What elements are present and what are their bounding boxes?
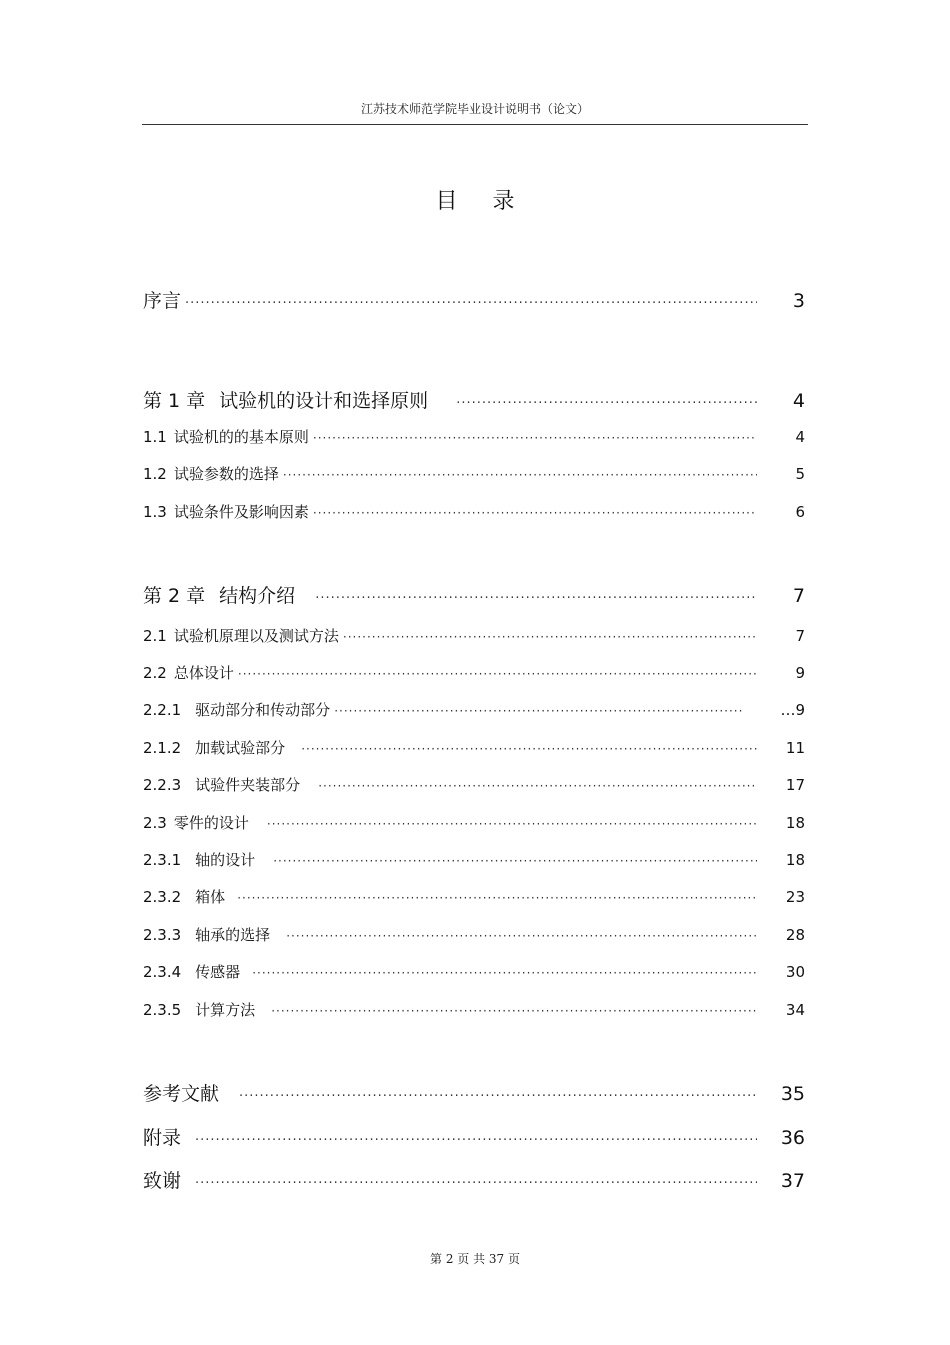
toc-leader-dots bbox=[315, 591, 757, 606]
toc-leader-dots bbox=[313, 431, 757, 445]
toc-entry-2-2-3[interactable] bbox=[143, 774, 805, 795]
toc-leader-dots bbox=[238, 667, 757, 681]
toc-entry-page: 36 bbox=[780, 1127, 805, 1149]
toc-entry-number: 1.2 bbox=[143, 465, 167, 483]
toc-entry-label: 加载试验部分 bbox=[195, 739, 286, 757]
toc-entry-page: 34 bbox=[785, 1001, 805, 1019]
toc-title: 目 录 bbox=[435, 189, 529, 214]
toc-entry-number: 2.1 bbox=[143, 627, 167, 645]
toc-entry-page: 3 bbox=[792, 290, 805, 312]
toc-leader-dots bbox=[237, 891, 757, 905]
toc-entry-2-3-1[interactable] bbox=[143, 849, 805, 870]
toc-entry-acknowledgements[interactable] bbox=[143, 1166, 805, 1193]
toc-entry-page: 17 bbox=[785, 776, 805, 794]
toc-entry-2-3-3[interactable] bbox=[143, 924, 805, 945]
toc-entry-page: 5 bbox=[795, 465, 805, 483]
toc-entry-number: 2.1.2 bbox=[143, 739, 182, 757]
toc-entry-number: 2.3.5 bbox=[143, 1001, 182, 1019]
toc-leader-dots bbox=[286, 929, 757, 943]
toc-entry-page: 18 bbox=[785, 851, 805, 869]
toc-entry-number: 2.3.1 bbox=[143, 851, 182, 869]
toc-entry-2-3-4[interactable] bbox=[143, 961, 805, 982]
toc-entry-number: 1.3 bbox=[143, 503, 167, 521]
toc-entry-1-3[interactable] bbox=[143, 501, 805, 522]
toc-entry-label: 试验条件及影响因素 bbox=[173, 503, 309, 521]
toc-entry-label: 试验件夹装部分 bbox=[195, 776, 301, 794]
toc-entry-label: 零件的设计 bbox=[173, 814, 249, 832]
toc-leader-dots bbox=[318, 779, 757, 793]
toc-entry-page: 28 bbox=[785, 926, 805, 944]
toc-entry-label: 箱体 bbox=[195, 888, 226, 906]
header-rule bbox=[142, 124, 808, 125]
toc-entry-number: 2.2.3 bbox=[143, 776, 182, 794]
toc-entry-page: 37 bbox=[780, 1170, 805, 1192]
toc-entry-label: 结构介绍 bbox=[219, 585, 296, 607]
toc-leader-dots bbox=[185, 296, 757, 311]
toc-entry-label: 试验机原理以及测试方法 bbox=[173, 627, 339, 645]
toc-entry-number: 2.3.2 bbox=[143, 888, 182, 906]
toc-leader-dots bbox=[267, 817, 757, 831]
toc-entry-2-1-2[interactable] bbox=[143, 737, 805, 758]
toc-entry-page: 9 bbox=[795, 664, 805, 682]
toc-entry-2-3[interactable] bbox=[143, 812, 805, 833]
toc-entry-page: 7 bbox=[795, 627, 805, 645]
toc-entry-page: 4 bbox=[792, 390, 805, 412]
toc-entry-preface[interactable] bbox=[143, 286, 805, 313]
toc-entry-label: 试验机的的基本原则 bbox=[173, 428, 309, 446]
toc-entry-label: 试验机的设计和选择原则 bbox=[219, 390, 429, 412]
toc-entry-references[interactable] bbox=[143, 1079, 805, 1106]
toc-leader-dots bbox=[195, 1133, 757, 1148]
toc-entry-number: 2.2.1 bbox=[143, 701, 182, 719]
toc-entry-label: 附录 bbox=[143, 1127, 182, 1149]
toc-entry-number: 2.3.4 bbox=[143, 963, 182, 981]
toc-leader-dots bbox=[239, 1089, 757, 1104]
toc-entry-1-2[interactable] bbox=[143, 463, 805, 484]
toc-leader-dots bbox=[252, 966, 757, 980]
toc-entry-1-1[interactable] bbox=[143, 426, 805, 447]
toc-entry-page: 7 bbox=[792, 585, 805, 607]
toc-entry-label: 序言 bbox=[143, 290, 182, 312]
toc-leader-dots bbox=[456, 396, 757, 411]
toc-entry-label: 试验参数的选择 bbox=[173, 465, 279, 483]
toc-entry-page: 23 bbox=[785, 888, 805, 906]
toc-leader-dots bbox=[273, 854, 757, 868]
page-footer: 第 2 页 共 37 页 bbox=[430, 1252, 520, 1266]
toc-leader-dots bbox=[301, 742, 757, 756]
toc-entry-page: …9 bbox=[780, 701, 805, 719]
toc-entry-chapter-1[interactable] bbox=[143, 386, 805, 413]
toc-entry-page: 30 bbox=[785, 963, 805, 981]
toc-entry-2-1[interactable] bbox=[143, 625, 805, 646]
toc-leader-dots bbox=[313, 506, 757, 520]
toc-entry-2-3-5[interactable] bbox=[143, 999, 805, 1020]
toc-leader-dots bbox=[334, 704, 744, 718]
toc-leader-dots bbox=[271, 1004, 757, 1018]
toc-leader-dots bbox=[283, 468, 757, 482]
toc-entry-appendix[interactable] bbox=[143, 1123, 805, 1150]
toc-entry-label: 致谢 bbox=[143, 1170, 182, 1192]
page-header: 江苏技术师范学院毕业设计说明书（论文） bbox=[360, 102, 589, 116]
toc-entry-number: 第 1 章 bbox=[143, 390, 206, 412]
toc-leader-dots bbox=[195, 1176, 757, 1191]
toc-entry-number: 第 2 章 bbox=[143, 585, 206, 607]
toc-entry-label: 轴的设计 bbox=[195, 851, 256, 869]
toc-entry-page: 11 bbox=[785, 739, 805, 757]
toc-entry-chapter-2[interactable] bbox=[143, 581, 805, 608]
toc-entry-page: 6 bbox=[795, 503, 805, 521]
toc-entry-2-2-1[interactable] bbox=[143, 699, 805, 720]
toc-entry-page: 35 bbox=[780, 1083, 805, 1105]
toc-entry-label: 轴承的选择 bbox=[195, 926, 271, 944]
toc-leader-dots bbox=[343, 630, 757, 644]
toc-entry-number: 2.3.3 bbox=[143, 926, 182, 944]
toc-entry-2-3-2[interactable] bbox=[143, 886, 805, 907]
toc-entry-label: 总体设计 bbox=[173, 664, 234, 682]
toc-entry-label: 参考文献 bbox=[143, 1083, 220, 1105]
toc-entry-number: 1.1 bbox=[143, 428, 167, 446]
toc-entry-number: 2.3 bbox=[143, 814, 167, 832]
toc-entry-label: 传感器 bbox=[195, 963, 241, 981]
toc-entry-2-2[interactable] bbox=[143, 662, 805, 683]
toc-entry-page: 18 bbox=[785, 814, 805, 832]
toc-entry-label: 计算方法 bbox=[195, 1001, 256, 1019]
toc-entry-number: 2.2 bbox=[143, 664, 167, 682]
toc-entry-page: 4 bbox=[795, 428, 805, 446]
toc-entry-label: 驱动部分和传动部分 bbox=[195, 701, 331, 719]
